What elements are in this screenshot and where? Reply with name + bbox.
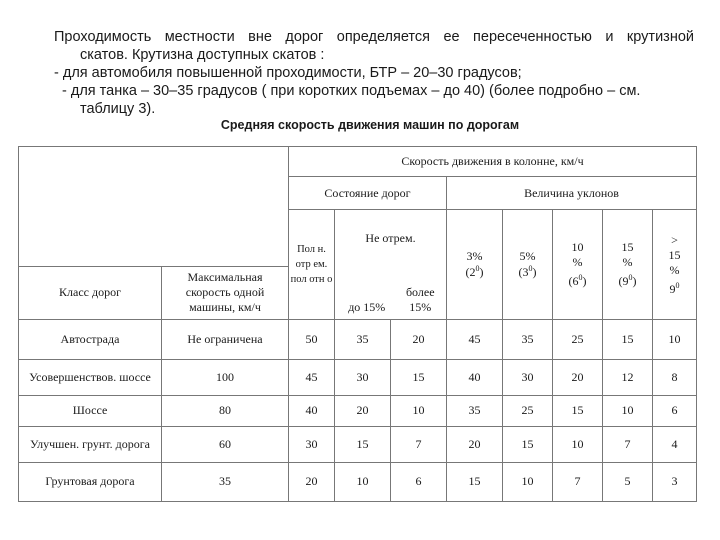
table-row <box>19 319 697 359</box>
road-class-cell: Улучшен. грунт. дорога <box>19 426 162 462</box>
table-row <box>19 462 697 501</box>
speed-value-cell: 20 <box>447 426 503 462</box>
speed-value-cell: 15 <box>553 396 603 426</box>
table-row <box>19 396 697 426</box>
table-row <box>19 426 697 462</box>
speed-value-cell: 20 <box>391 319 447 359</box>
speed-value-cell: 7 <box>603 426 653 462</box>
speed-value-cell: 15 <box>603 319 653 359</box>
road-class-cell: Грунтовая дорога <box>19 462 162 501</box>
header-class: Класс дорог <box>19 266 162 319</box>
max-speed-cell: 80 <box>162 396 289 426</box>
intro-line: - для танка – 30–35 градусов ( при коротких подъемах – до 40) (более подробно – см. <box>62 83 641 99</box>
intro-line: таблицу 3). <box>80 101 156 117</box>
empty-corner-cell <box>19 147 289 267</box>
speed-value-cell: 10 <box>335 462 391 501</box>
header-full-repair: Пол н. отр ем. пол отн о <box>289 210 335 320</box>
speed-value-cell: 10 <box>503 462 553 501</box>
speed-value-cell: 40 <box>289 396 335 426</box>
speed-value-cell: 10 <box>391 396 447 426</box>
speed-value-cell: 20 <box>553 360 603 396</box>
speed-value-cell: 15 <box>335 426 391 462</box>
speed-value-cell: 4 <box>653 426 697 462</box>
header-slope-over-15: > 15 % $9^0$ <box>653 210 697 320</box>
intro-paragraph-3 <box>62 82 702 118</box>
speed-value-cell: 7 <box>391 426 447 462</box>
speed-value-cell: 35 <box>335 319 391 359</box>
speed-value-cell: 35 <box>503 319 553 359</box>
speed-value-cell: 30 <box>289 426 335 462</box>
speed-value-cell: 3 <box>653 462 697 501</box>
speed-value-cell: 12 <box>603 360 653 396</box>
max-speed-cell: 60 <box>162 426 289 462</box>
table-row <box>19 360 697 396</box>
max-speed-cell: Не ограничена <box>162 319 289 359</box>
speed-value-cell: 45 <box>447 319 503 359</box>
speed-value-cell: 45 <box>289 360 335 396</box>
speed-value-cell: 6 <box>653 396 697 426</box>
header-road-state: Состояние дорог <box>289 177 447 210</box>
speed-value-cell: 50 <box>289 319 335 359</box>
speed-value-cell: 15 <box>391 360 447 396</box>
road-class-cell: Автострада <box>19 319 162 359</box>
header-slope-10: 10 % $(6^0)$ <box>553 210 603 320</box>
intro-line: - для автомобиля повышенной проходимости, БТР – 20–30 градусов; <box>54 65 522 81</box>
header-upto-15: до 15% <box>335 266 391 319</box>
speed-value-cell: 10 <box>653 319 697 359</box>
road-class-cell: Шоссе <box>19 396 162 426</box>
header-speed: Скорость движения в колонне, км/ч <box>289 147 697 177</box>
speed-value-cell: 35 <box>447 396 503 426</box>
header-over-15: более 15% <box>391 266 447 319</box>
speed-value-cell: 7 <box>553 462 603 501</box>
intro-paragraph-2 <box>54 64 694 82</box>
speed-table <box>18 146 697 502</box>
speed-value-cell: 6 <box>391 462 447 501</box>
header-slope-5: 5% $(3^0)$ <box>503 210 553 320</box>
speed-value-cell: 25 <box>553 319 603 359</box>
speed-value-cell: 30 <box>503 360 553 396</box>
speed-value-cell: 10 <box>603 396 653 426</box>
speed-value-cell: 8 <box>653 360 697 396</box>
speed-value-cell: 30 <box>335 360 391 396</box>
speed-value-cell: 15 <box>503 426 553 462</box>
speed-value-cell: 40 <box>447 360 503 396</box>
intro-line: скатов. Крутизна доступных скатов : <box>80 47 325 63</box>
header-max-speed: Максимальная скорость одной машины, км/ч <box>162 266 289 319</box>
max-speed-cell: 35 <box>162 462 289 501</box>
speed-value-cell: 20 <box>335 396 391 426</box>
header-slope-15: 15 % $(9^0)$ <box>603 210 653 320</box>
header-not-repaired: Не отрем. <box>335 210 447 266</box>
table-title: Средняя скорость движения машин по дорогам <box>220 118 520 132</box>
speed-value-cell: 15 <box>447 462 503 501</box>
max-speed-cell: 100 <box>162 360 289 396</box>
intro-paragraph-1 <box>54 28 694 64</box>
speed-value-cell: 25 <box>503 396 553 426</box>
intro-line: Проходимость местности вне дорог определяется ее пересеченностью и крутизной <box>54 29 694 45</box>
speed-value-cell: 10 <box>553 426 603 462</box>
speed-value-cell: 5 <box>603 462 653 501</box>
header-slope: Величина уклонов <box>447 177 697 210</box>
header-slope-3: 3% $(2^0)$ <box>447 210 503 320</box>
speed-value-cell: 20 <box>289 462 335 501</box>
road-class-cell: Усовершенствов. шоссе <box>19 360 162 396</box>
